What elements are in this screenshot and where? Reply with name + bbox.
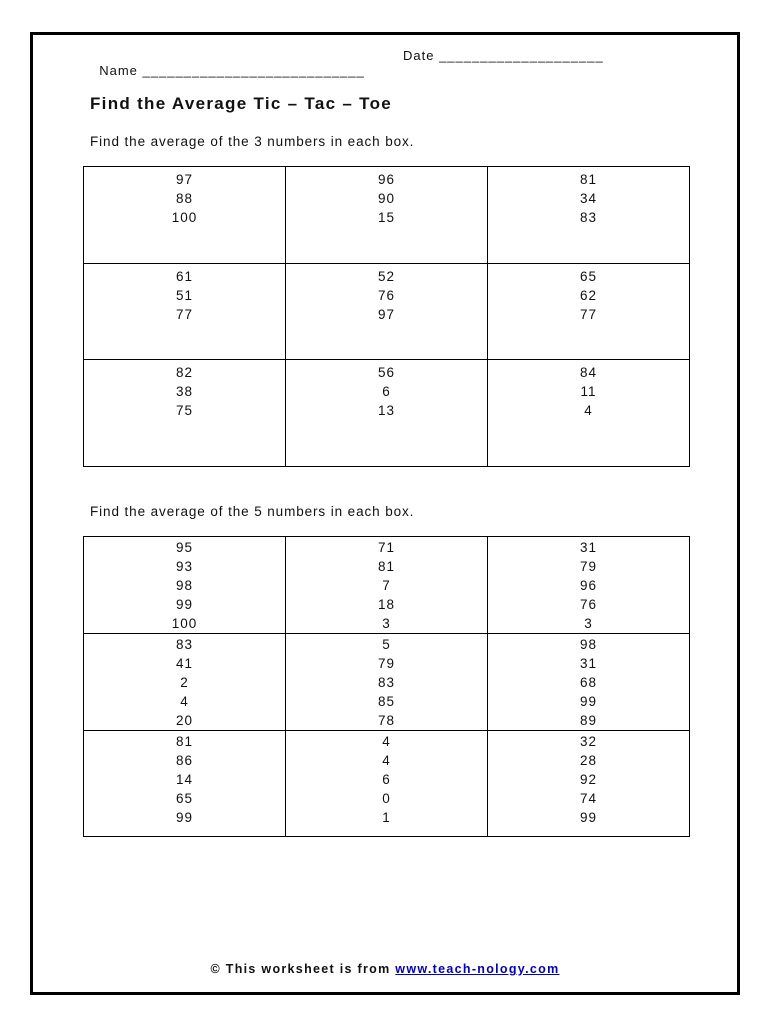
- number: 34: [579, 191, 598, 206]
- number: 89: [579, 713, 598, 728]
- number: 5: [382, 637, 391, 652]
- grid-cell: [488, 634, 690, 731]
- name-field[interactable]: Name ___________________________: [99, 63, 365, 78]
- grid-cell: [286, 537, 488, 634]
- number: 2: [180, 675, 189, 690]
- number: 71: [377, 540, 396, 555]
- number: 68: [579, 675, 598, 690]
- number: 98: [579, 637, 598, 652]
- footer-text: © This worksheet is from: [210, 962, 396, 976]
- number: 65: [579, 269, 598, 284]
- number: 15: [377, 210, 396, 225]
- number: 14: [175, 772, 194, 787]
- number: 28: [579, 753, 598, 768]
- tic-tac-toe-grid-5-numbers: [83, 536, 690, 837]
- number: 97: [377, 307, 396, 322]
- number: 7: [382, 578, 391, 593]
- number: 0: [382, 791, 391, 806]
- footer-credit: [0, 962, 770, 976]
- number: 75: [175, 403, 194, 418]
- number: 88: [175, 191, 194, 206]
- number: 83: [579, 210, 598, 225]
- number: 61: [175, 269, 194, 284]
- number: 4: [382, 734, 391, 749]
- number: 6: [382, 772, 391, 787]
- number: 31: [579, 540, 598, 555]
- number: 11: [580, 384, 597, 399]
- grid-cell: [488, 360, 690, 467]
- number: 83: [377, 675, 396, 690]
- number: 81: [175, 734, 194, 749]
- number: 18: [377, 597, 396, 612]
- number: 1: [382, 810, 391, 825]
- number: 41: [175, 656, 194, 671]
- grid-cell: [84, 731, 286, 837]
- number: 51: [175, 288, 194, 303]
- number: 100: [171, 616, 198, 631]
- number: 77: [579, 307, 598, 322]
- number: 3: [584, 616, 593, 631]
- grid-cell: [84, 360, 286, 467]
- number: 97: [175, 172, 194, 187]
- number: 3: [382, 616, 391, 631]
- number: 74: [579, 791, 598, 806]
- number: 76: [377, 288, 396, 303]
- number: 96: [579, 578, 598, 593]
- number: 95: [175, 540, 194, 555]
- number: 100: [171, 210, 198, 225]
- number: 86: [175, 753, 194, 768]
- number: 79: [579, 559, 598, 574]
- grid-cell: [286, 360, 488, 467]
- number: 90: [377, 191, 396, 206]
- number: 4: [584, 403, 593, 418]
- worksheet-title: Find the Average Tic – Tac – Toe: [90, 94, 393, 113]
- number: 84: [579, 365, 598, 380]
- name-date-line: [90, 48, 604, 93]
- number: 99: [579, 694, 598, 709]
- number: 38: [175, 384, 194, 399]
- instruction-5-numbers: Find the average of the 5 numbers in each box.: [90, 504, 415, 519]
- grid-cell: [84, 537, 286, 634]
- number: 96: [377, 172, 396, 187]
- grid-cell: [286, 167, 488, 264]
- number: 52: [377, 269, 396, 284]
- grid-cell: [84, 264, 286, 360]
- number: 81: [579, 172, 598, 187]
- grid-cell: [286, 731, 488, 837]
- number: 79: [377, 656, 396, 671]
- number: 62: [579, 288, 598, 303]
- grid-cell: [286, 634, 488, 731]
- grid-cell: [286, 264, 488, 360]
- number: 99: [175, 597, 194, 612]
- number: 32: [579, 734, 598, 749]
- number: 82: [175, 365, 194, 380]
- number: 6: [382, 384, 391, 399]
- instruction-3-numbers: Find the average of the 3 numbers in each box.: [90, 134, 415, 149]
- number: 83: [175, 637, 194, 652]
- number: 78: [377, 713, 396, 728]
- number: 4: [180, 694, 189, 709]
- grid-cell: [488, 537, 690, 634]
- number: 13: [377, 403, 396, 418]
- grid-cell: [488, 167, 690, 264]
- number: 81: [377, 559, 396, 574]
- grid-cell: [84, 167, 286, 264]
- number: 98: [175, 578, 194, 593]
- grid-cell: [488, 264, 690, 360]
- number: 65: [175, 791, 194, 806]
- number: 76: [579, 597, 598, 612]
- teach-nology-link[interactable]: www.teach-nology.com: [395, 962, 560, 976]
- number: 4: [382, 753, 391, 768]
- number: 77: [175, 307, 194, 322]
- number: 99: [175, 810, 194, 825]
- number: 92: [579, 772, 598, 787]
- number: 56: [377, 365, 396, 380]
- date-field[interactable]: Date ____________________: [403, 48, 604, 63]
- grid-cell: [84, 634, 286, 731]
- number: 31: [579, 656, 598, 671]
- tic-tac-toe-grid-3-numbers: [83, 166, 690, 467]
- number: 93: [175, 559, 194, 574]
- number: 99: [579, 810, 598, 825]
- number: 85: [377, 694, 396, 709]
- number: 20: [175, 713, 194, 728]
- grid-cell: [488, 731, 690, 837]
